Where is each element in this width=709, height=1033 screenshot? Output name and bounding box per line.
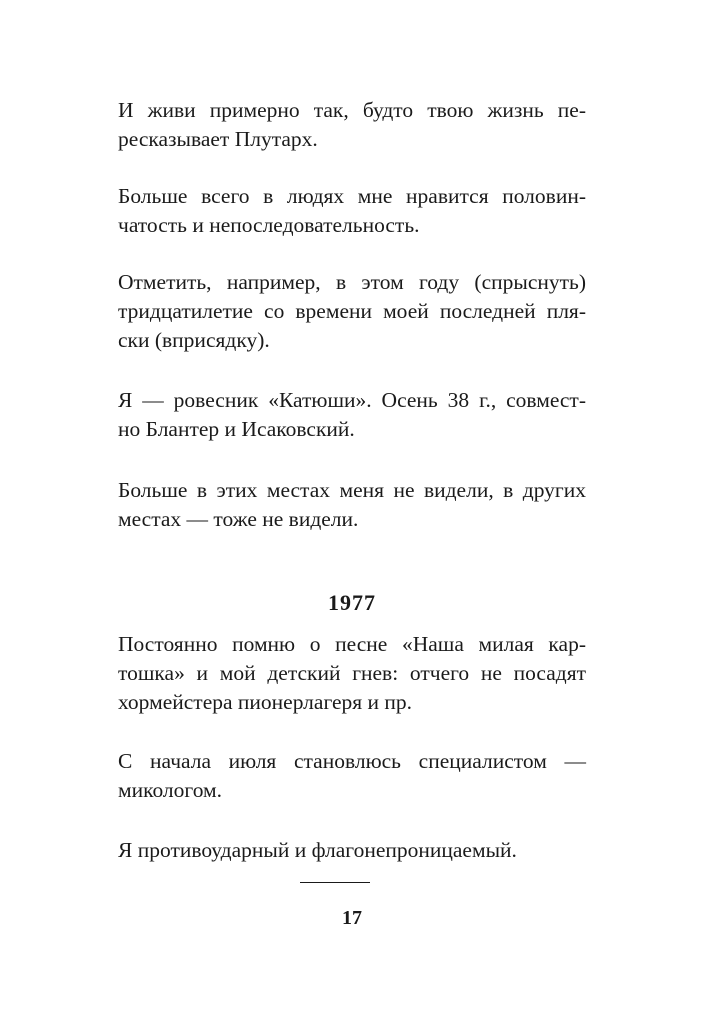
section-paragraph-1 — [118, 630, 586, 717]
text-line: Больше в этих местах меня не видели, в других — [118, 478, 586, 502]
text-line: Отметить, например, в этом году (спрыснуть) — [118, 270, 586, 294]
text-line: С начала июля становлюсь специалистом — — [118, 749, 586, 773]
text-line: чатость и непоследовательность. — [118, 213, 420, 237]
paragraph-3 — [118, 268, 586, 355]
text-line: тридцатилетие со времени моей последней пля- — [118, 299, 586, 323]
text-line: хормейстера пионерлагеря и пр. — [118, 690, 413, 714]
text-line: тошка» и мой детский гнев: отчего не посадят — [118, 661, 586, 685]
page-number: 17 — [342, 907, 362, 929]
paragraph-1 — [118, 96, 586, 154]
text-line: ски (вприсядку). — [118, 328, 270, 352]
text-line: ресказывает Плутарх. — [118, 127, 318, 151]
text-line: Я противоударный и флагонепроницаемый. — [118, 838, 517, 862]
text-line: Постоянно помню о песне «Наша милая кар- — [118, 632, 586, 656]
text-line: И живи примерно так, будто твою жизнь пе- — [118, 98, 586, 122]
section-paragraph-2 — [118, 747, 586, 805]
section-paragraph-3 — [118, 836, 586, 865]
section-heading-year: 1977 — [328, 590, 376, 615]
text-line: но Блантер и Исаковский. — [118, 417, 355, 441]
text-line: Я — ровесник «Катюши». Осень 38 г., совмест- — [118, 388, 586, 412]
footer-rule — [300, 882, 370, 883]
paragraph-5 — [118, 476, 586, 534]
paragraph-4 — [118, 386, 586, 444]
paragraph-2 — [118, 182, 586, 240]
text-line: микологом. — [118, 778, 223, 802]
text-line: местах — тоже не видели. — [118, 507, 359, 531]
text-line: Больше всего в людях мне нравится половин- — [118, 184, 586, 208]
